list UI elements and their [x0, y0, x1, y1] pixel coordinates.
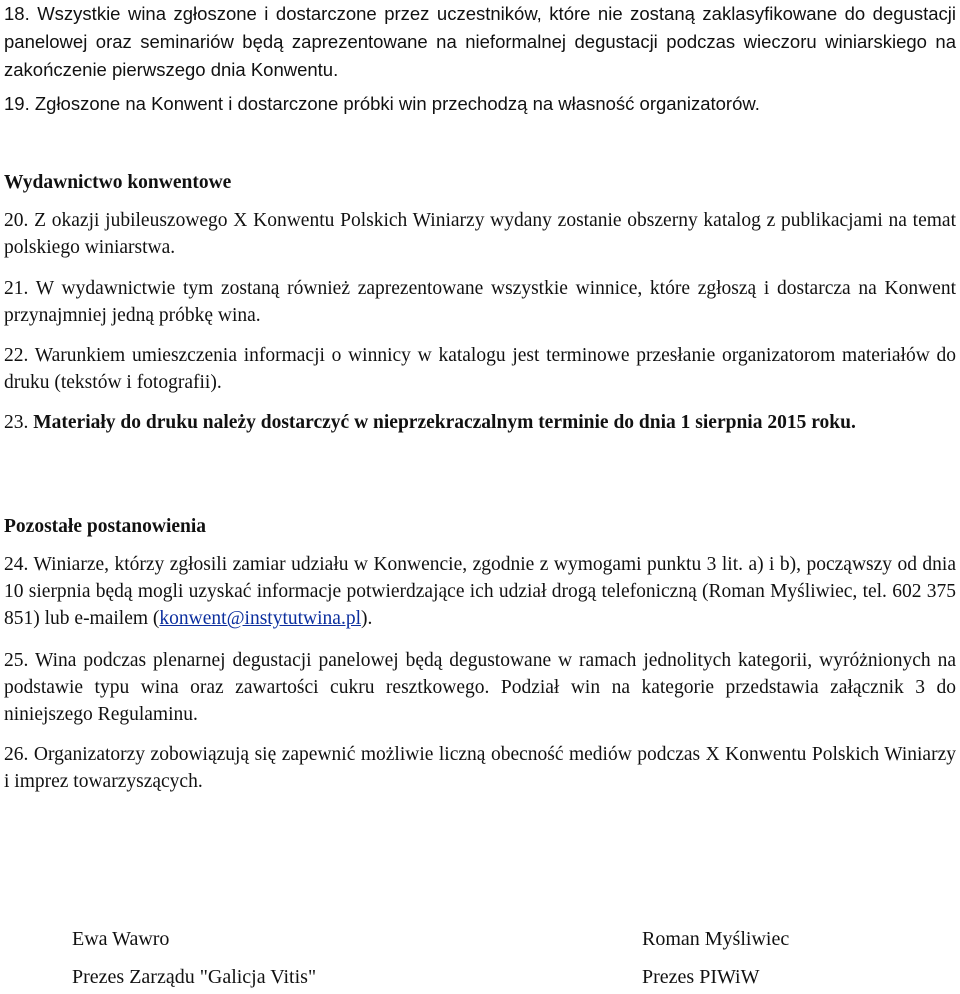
paragraph-23-number: 23. — [4, 412, 29, 433]
email-link[interactable]: konwent@instytutwina.pl — [159, 608, 361, 629]
signature-right-name: Roman Myśliwiec — [642, 928, 790, 950]
paragraph-24 — [4, 551, 956, 632]
paragraph-19: 19. Zgłoszone na Konwent i dostarczone próbki win przechodzą na własność organizatorów. — [4, 93, 760, 114]
paragraph-26: 26. Organizatorzy zobowiązują się zapewnić możliwie liczną obecność mediów podczas X Konwentu Polskich Winiarzy i imprez towarzyszących. — [4, 744, 956, 792]
paragraph-22: 22. Warunkiem umieszczenia informacji o winnicy w katalogu jest terminowe przesłanie organizatorom materiałów do druku (tekstów i fotografii). — [4, 345, 956, 393]
paragraph-21: 21. W wydawnictwie tym zostaną również zaprezentowane wszystkie winnice, które zgłoszą i dostarcza na Konwent przynajmniej jedną próbkę wina. — [4, 278, 956, 326]
paragraph-20: 20. Z okazji jubileuszowego X Konwentu Polskich Winiarzy wydany zostanie obszerny katalog z publikacjami na temat polskiego winiarstwa. — [4, 210, 956, 258]
signature-left-title: Prezes Zarządu "Galicja Vitis" — [72, 966, 317, 988]
paragraph-24-text: 24. Winiarze, którzy zgłosili zamiar udziału w Konwencie, zgodnie z wymogami punktu 3 lit. a) i b), począwszy od dnia 10 sierpnia będą mogli uzyskać informacje potwierdzające ich udział drogą telefoniczną (Roman Myśliwiec, tel. 602 375 851) lub e-mailem ( — [4, 554, 956, 629]
signature-left — [72, 926, 316, 990]
paragraph-23 — [4, 409, 956, 436]
section-heading-other: Pozostałe postanowienia — [4, 516, 207, 537]
paragraph-23-deadline: Materiały do druku należy dostarczyć w nieprzekraczalnym terminie do dnia 1 sierpnia 2015 roku. — [33, 412, 856, 433]
signature-left-name: Ewa Wawro — [72, 928, 170, 950]
paragraph-24-end: ). — [361, 608, 373, 629]
paragraph-25: 25. Wina podczas plenarnej degustacji panelowej będą degustowane w ramach jednolitych kategorii, wyróżnionych na podstawie typu wina oraz zawartości cukru resztkowego. Podział win na kategorie przedstawia załącznik 3 do niniejszego Regulaminu. — [4, 650, 956, 725]
section-heading-publishing: Wydawnictwo konwentowe — [4, 172, 232, 193]
signature-right — [642, 926, 789, 990]
paragraph-18: 18. Wszystkie wina zgłoszone i dostarczone przez uczestników, które nie zostaną zaklasyfikowane do degustacji panelowej oraz seminariów będą zaprezentowane na nieformalnej degustacji podczas wieczoru winiarskiego na zakończenie pierwszego dnia Konwentu. — [4, 3, 956, 80]
signature-right-title: Prezes PIWiW — [642, 966, 760, 988]
